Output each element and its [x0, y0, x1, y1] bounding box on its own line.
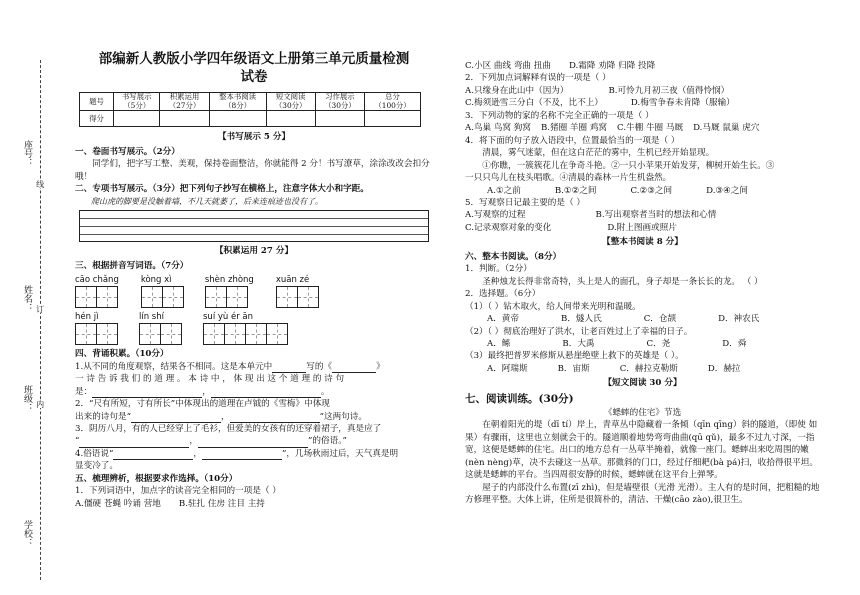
pinyin-label: lín shí: [139, 312, 164, 323]
q6-title: 六、整本书阅读。（8分）: [465, 251, 562, 262]
q7-paragraph-1: 在朝着阳光的堤（dī tí）岸上，青草丛中隐藏着一条倾（qīn qīng）斜的隧道，（即使 如果）有骤雨，这里也立刻就会干的。隧道顺着地势弯弯曲曲(qū qǔ)，最多不过九寸深，一指宽，这便是蟋蟀的住宅。出口的地方总有一丛草半掩着，就像一座门。蟋蟀出来吃周围的嫩(nèn nèng)草，决不去碰这一丛草。那微斜的门口，经过仔细耙(bà pá)扫，收拾得很平坦。这就是蟋蟀的平台。当四周很安静的时候，蟋蟀就在这平台上弹琴。: [465, 420, 818, 481]
q6-item-2-1-options: [465, 313, 820, 325]
q4-item-1: 1.从不同的角度观察，结果各不相同。这是本单元中 写的《 》: [75, 361, 385, 372]
q3-title: 三、根据拼音写词语。（7分）: [75, 260, 189, 271]
option[interactable]: C．尧: [646, 338, 671, 349]
pinyin-label: shèn zhòng: [204, 275, 254, 286]
q5-item-5: 5．写观察日记最主要的是（ ）: [465, 197, 585, 208]
q2-title: 二、专项书写展示。（3分）把下列句子抄写在横格上，注意字体大小和字距。: [75, 184, 369, 195]
q4-item-1-answer: 是： ， 。: [75, 386, 330, 397]
q5-item-4-options: [465, 185, 820, 197]
q4-item-2: 2．“尺有所短，寸有所长”中体现出的道理在卢钺的《雪梅》中体现: [75, 399, 330, 410]
q5-item-1-options: [75, 498, 433, 510]
score-cell[interactable]: [209, 111, 266, 127]
score-cell[interactable]: [315, 111, 364, 127]
q6-item-2: 2．选择题。（6分）: [465, 289, 541, 300]
option[interactable]: C.牛棚 牛圈 马厩: [617, 123, 684, 134]
q5-item-4-text3: 一只只鸟儿在枝头唱歌。④清晨的森林一片生机盎然。: [465, 173, 672, 184]
score-table: [79, 92, 421, 127]
option[interactable]: B.猪圈 羊圈 鸡窝: [540, 123, 608, 134]
q6-item-1: 1．判断。（2分）: [465, 264, 532, 275]
tianzige-cell[interactable]: [96, 286, 118, 308]
option[interactable]: A.鸟巢 鸟窝 狗窝: [465, 123, 531, 134]
q5-item-4-text1: 清晨，雾气迷蒙，但在这白茫茫的雾中，生机已经开始显现。: [482, 148, 715, 159]
q4-item-2-answer: 出来的诗句是“ ， ”这两句诗。: [75, 411, 367, 422]
binding-line: [40, 60, 41, 580]
q5-item-3: 3．下列动物的家的名称不完全正确的一项是（ ）: [465, 110, 654, 121]
q6-item-2-3: （3）最终把普罗米修斯从悬崖绝壁上救下的英雄是（ ）。: [465, 351, 684, 362]
q5-item-5-options-cd: [465, 222, 820, 234]
pinyin-item: [205, 274, 254, 308]
tianzige-cell[interactable]: [75, 323, 97, 345]
score-col-book: 整本书阅读 （8分）: [209, 93, 266, 111]
option[interactable]: C．赫拉克勒斯: [619, 363, 678, 374]
tianzige-cell[interactable]: [224, 323, 246, 345]
q1-text: 同学们，把字写工整、美观，保持卷面整洁，你就能得 2 分！书写潦草，涂涂改改会扣分哦！: [75, 159, 430, 182]
option[interactable]: A.写观察的过程: [465, 210, 526, 221]
q5-item-4-text2: ①你瞧，一簇簇花儿在争奇斗艳。②一只小苹果开始发芽，柳树开始生长。③: [482, 160, 775, 171]
q4-item-3: 3．阴历八月，有的人已经穿上了毛衫，但爱美的女孩有的还穿着裙子，真是应了: [75, 423, 382, 434]
q6-item-2-1: （1）（ ）钻木取火，给人间带来光明和温暖。: [465, 301, 641, 312]
tianzige-cell[interactable]: [245, 323, 267, 345]
tianzige-cell[interactable]: [141, 286, 163, 308]
q4-title: 四、背诵积累。（10分）: [75, 349, 169, 360]
option[interactable]: B.驻扎 住房 注目 主持: [178, 498, 265, 509]
option[interactable]: C.②③之间: [630, 185, 673, 196]
class-label: 班级：: [22, 385, 33, 412]
exam-title: 部编新人教版小学四年级语文上册第三单元质量检测: [98, 51, 410, 67]
section-accumulation: 【积累运用 27 分】: [214, 246, 294, 257]
tianzige-cell[interactable]: [266, 323, 288, 345]
q4-item-4: 4.俗语说“ ， ”，几场秋雨过后，天气真是明: [75, 448, 399, 459]
score-col-accum: 积累运用 （27分）: [160, 93, 209, 111]
q5-item-2-options-cd: [465, 97, 820, 109]
tianzige-grid: [203, 323, 287, 345]
score-col-reading: 短文阅读 （30分）: [266, 93, 315, 111]
q5-item-2: 2．下列加点词解释有误的一项是（ ）: [465, 73, 611, 84]
score-cell[interactable]: [114, 111, 160, 127]
section-short-reading: 【短文阅读 30 分】: [603, 378, 682, 389]
tianzige-grid: [205, 286, 254, 308]
pinyin-item: [203, 311, 287, 345]
tianzige-cell[interactable]: [96, 323, 118, 345]
pinyin-label: cāo chǎng: [75, 275, 119, 286]
option[interactable]: A.①之前: [487, 185, 521, 196]
option[interactable]: B．宙斯: [557, 363, 590, 374]
tianzige-cell[interactable]: [162, 286, 184, 308]
option[interactable]: D．神农氏: [718, 314, 760, 325]
tianzige-cell[interactable]: [276, 286, 298, 308]
q5-item-1: 1．下列词语中，加点字的读音完全相同的一项是（ ）: [75, 486, 281, 497]
pinyin-item: [141, 274, 183, 308]
tianzige-cell[interactable]: [297, 286, 319, 308]
score-table-row-label: 得分: [80, 111, 114, 127]
q5-item-3-options: [465, 122, 820, 134]
pinyin-row-1: [75, 274, 433, 308]
q5-item-1-options-cont: [465, 60, 820, 72]
q6-item-1-text: 圣种烛龙长得非常奇特，头上是人的面孔，身子却是一条长长的龙。 （ ）: [482, 276, 763, 287]
option[interactable]: A．黄帝: [487, 314, 519, 325]
option[interactable]: D.附上图画或照片: [607, 222, 677, 233]
answer-blank[interactable]: [202, 459, 282, 460]
q5-title: 五、梳理辨析，根据要求作选择。（10分）: [75, 473, 238, 484]
option[interactable]: C.记录观察对象的变化: [465, 222, 552, 233]
q5-item-2-options-ab: [465, 85, 820, 97]
q7-paragraph-2: 屋子的内部没什么布置(zī zhì)，但是墙壁很（光滑 光滑）。主人有的是时间，把粗糙的地方修理平整。大体上讲，住所是很简朴的，清洁、干燥(cāo zào),很卫生。: [465, 482, 820, 506]
option[interactable]: C.小区 曲线 弯曲 扭曲: [465, 61, 551, 71]
seat-label: 座号：: [22, 140, 33, 167]
tianzige-grid: [75, 286, 119, 308]
pinyin-label: kòng xì: [140, 275, 172, 286]
option[interactable]: B．大禹: [562, 338, 595, 349]
option[interactable]: D．舜: [722, 338, 747, 349]
q7-passage-title: 《蟋蟀的住宅》节选: [603, 408, 682, 418]
pinyin-item: [75, 274, 119, 308]
score-cell[interactable]: [160, 111, 209, 127]
option[interactable]: B.可怜九月初三夜（值得怜悯）: [608, 85, 730, 96]
copy-lines[interactable]: [79, 210, 429, 242]
pinyin-label: suí yù ér ān: [203, 312, 254, 323]
option[interactable]: A．鲧: [487, 338, 511, 349]
pinyin-label: hén jì: [75, 312, 99, 323]
q5-item-5-options-ab: [465, 209, 820, 221]
option[interactable]: D.③④之间: [706, 185, 749, 196]
q1-title: 一、卷面书写展示。（2分）: [75, 146, 180, 157]
binding-mark-ding: 订: [35, 305, 45, 313]
exam-title-line2: 试卷: [240, 69, 268, 86]
option[interactable]: A.只缘身在此山中（因为）: [465, 85, 569, 96]
score-table-header-label: 题号: [80, 93, 114, 111]
option[interactable]: A．阿瑞斯: [487, 363, 528, 374]
option[interactable]: A.僵硬 苍蝇 吟诵 营地: [75, 498, 161, 509]
tianzige-cell[interactable]: [139, 323, 161, 345]
section-writing: 【书写展示 5 分】: [217, 132, 291, 143]
pinyin-item: [276, 274, 318, 308]
q5-item-4: 4．将下面的句子放入语段中，位置最恰当的一项是（ ）: [465, 135, 680, 146]
pinyin-row-2: [75, 311, 433, 345]
option[interactable]: D.梅雪争春未肯降（服输）: [630, 98, 735, 109]
tianzige-cell[interactable]: [226, 286, 248, 308]
q6-item-2-3-options: [465, 363, 820, 375]
option[interactable]: B．燧人氏: [561, 314, 602, 325]
option[interactable]: D.马厩 鼠巢 虎穴: [693, 123, 760, 134]
left-column: [75, 50, 433, 510]
tianzige-grid: [141, 286, 183, 308]
option[interactable]: B.写出观察者当时的想法和心情: [595, 210, 717, 221]
score-col-essay: 习作展示 （30分）: [315, 93, 364, 111]
q2-sentence: 爬山虎的脚要是没触着墙，不几天就萎了，后来连痕迹也没有了。: [91, 196, 323, 206]
score-cell[interactable]: [365, 111, 421, 127]
option[interactable]: C.梅须逊雪三分白（不及，比不上）: [465, 98, 603, 109]
pinyin-item: [75, 311, 117, 345]
right-column: [465, 60, 820, 507]
school-label: 学校：: [22, 520, 33, 547]
pinyin-label: xuān zé: [275, 275, 310, 286]
binding-mark-xian: 线: [35, 180, 45, 188]
option[interactable]: B.①②之间: [554, 185, 597, 196]
tianzige-cell[interactable]: [160, 323, 182, 345]
tianzige-cell[interactable]: [203, 323, 225, 345]
binding-mark-nei: 内: [35, 400, 45, 408]
tianzige-cell[interactable]: [205, 286, 227, 308]
tianzige-grid: [276, 286, 318, 308]
answer-blank[interactable]: [113, 459, 193, 460]
pinyin-item: [139, 311, 181, 345]
score-cell[interactable]: [266, 111, 315, 127]
tianzige-grid: [139, 323, 181, 345]
section-book-reading: 【整本书阅读 8 分】: [602, 237, 683, 248]
q4-item-1-cont: 一 诗 告 诉 我 们 的 道 理 。 本 诗 中 ， 体 现 出 这 个 道 理 的 诗 句: [75, 374, 345, 385]
option[interactable]: C．仓颉: [643, 314, 677, 325]
tianzige-grid: [75, 323, 117, 345]
score-col-writing: 书写展示 （5分）: [114, 93, 160, 111]
score-col-total: 总分 （100分）: [365, 93, 421, 111]
option[interactable]: D．赫拉: [707, 363, 741, 374]
q7-title: 七、阅读训练。(30分): [465, 392, 574, 405]
q4-item-4-cont: 显变冷了。: [75, 461, 118, 472]
q6-item-2-2-options: [465, 338, 820, 350]
q6-item-2-2: （2）（ ）彻底治理好了洪水，让老百姓过上了幸福的日子。: [465, 326, 693, 337]
option[interactable]: D.霜降 劝降 归降 投降: [568, 61, 656, 71]
tianzige-cell[interactable]: [75, 286, 97, 308]
name-label: 姓名：: [22, 285, 33, 312]
q4-item-3-answer: “ ， ”的俗语。”: [75, 436, 347, 447]
